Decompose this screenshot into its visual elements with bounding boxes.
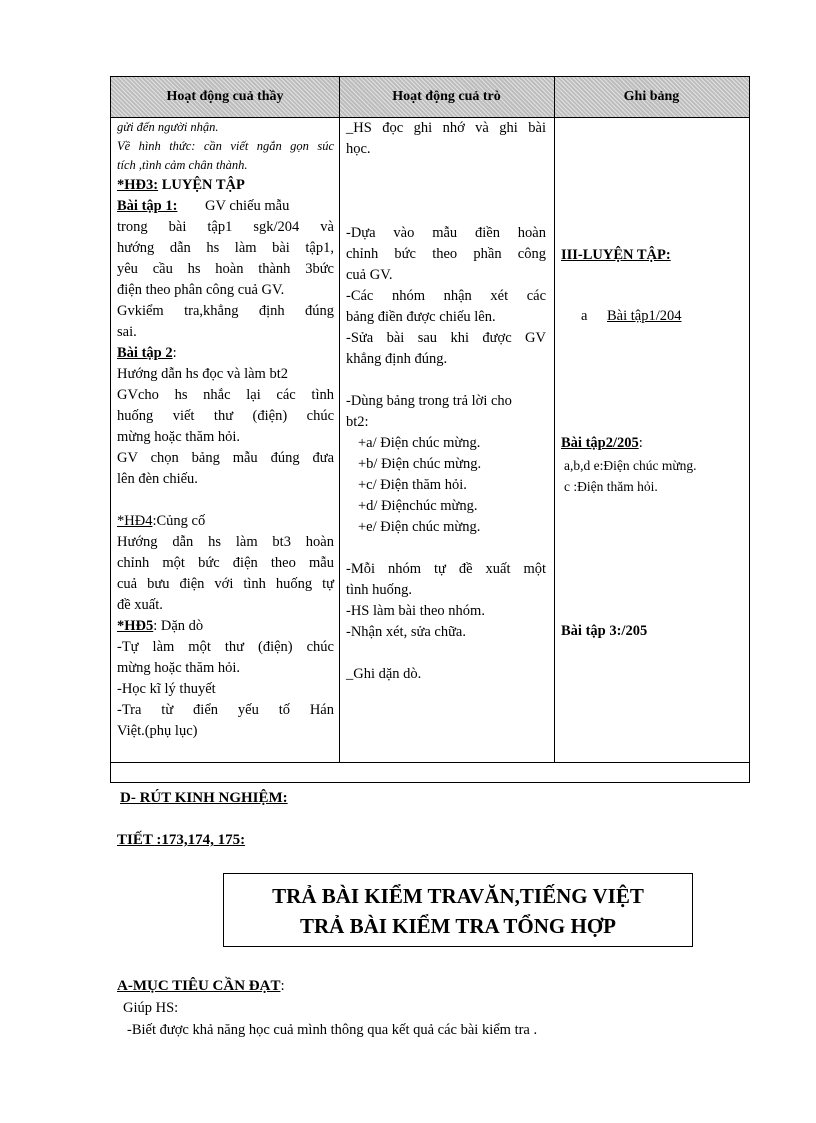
student-line: chỉnh bức theo phần công [346,246,546,262]
row-divider [111,762,749,763]
muc-tieu-line: -Biết được khả năng học cuả mình thông qua kết quả các bài kiểm tra . [127,1022,538,1038]
muc-tieu-line: Giúp HS: [123,1000,179,1016]
student-line: _Ghi dặn dò. [346,666,422,682]
teacher-line: Gvkiểm tra,khẳng định đúng [117,303,334,319]
muc-tieu-heading [117,978,285,995]
teacher-line: mừng hoặc thăm hỏi. [117,429,241,445]
header-teacher: Hoạt động cuả thầy [166,89,284,104]
board-bt3: Bài tập 3:/205 [561,623,648,639]
student-line: +c/ Điện thăm hỏi. [358,477,467,493]
teacher-line: GV chọn bảng mẫu đúng đưa [117,450,334,466]
teacher-line: Hướng dẫn hs làm bt3 hoàn [117,534,334,550]
teacher-line: GVcho hs nhắc lại các tình [117,387,334,403]
hd3-label: *HĐ3: [117,177,159,193]
blank-line [117,490,334,511]
board-bt2: Bài tập2/205 [561,435,639,451]
student-line: -Nhận xét, sửa chữa. [346,624,466,640]
hd4-label: *HĐ4 [117,513,153,529]
board-bt1: Bài tập1/204 [607,308,682,324]
student-line: +b/ Điện chúc mừng. [358,456,482,472]
teacher-line: tích ,tình cảm chân thành. [117,158,248,172]
student-line: khẳng định đúng. [346,351,448,367]
teacher-line: cuả bưu điện với tình huống tự [117,576,334,592]
student-line: -Dùng bảng trong trả lời cho [346,393,512,409]
student-line: +d/ Điệnchúc mừng. [358,498,478,514]
rut-kinh-nghiem-heading: D- RÚT KINH NGHIỆM: [120,790,288,806]
blank-line [346,181,546,202]
board-bt2-colon: : [638,435,643,451]
teacher-line: sai. [117,324,137,340]
student-line: _HS đọc ghi nhớ và ghi bài [346,120,546,136]
student-line: -Các nhóm nhận xét các [346,288,546,304]
teacher-column [117,118,334,742]
teacher-line: huống viết thư (điện) chúc [117,408,334,424]
student-line: tình huống. [346,582,413,598]
teacher-line: mừng hoặc thăm hỏi. [117,660,241,676]
hd3-title: LUYỆN TẬP [158,177,245,193]
column-divider [339,77,340,762]
muc-tieu-colon: : [280,978,285,994]
teacher-line: đề xuất. [117,597,163,613]
student-line: -HS làm bài theo nhóm. [346,603,485,619]
header-board: Ghi bảng [623,89,680,104]
student-line: +e/ Điện chúc mừng. [358,519,481,535]
lesson-title-line-2: TRẢ BÀI KIỂM TRA TỔNG HỢP [299,914,617,938]
column-divider [554,77,555,762]
teacher-line: -Học kĩ lý thuyết [117,681,216,697]
student-line: +a/ Điện chúc mừng. [358,435,481,451]
teacher-line: Hướng dẫn hs đọc và làm bt2 [117,366,288,382]
teacher-line: hướng dẫn hs làm bài tập1, [117,240,334,256]
teacher-line: GV chiếu mẫu [201,198,290,214]
teacher-line: trong bài tập1 sgk/204 và [117,219,334,235]
teacher-line: yêu cầu hs hoàn thành 3bức [117,261,334,277]
hd4-heading [117,511,334,532]
teacher-line: Về hình thức: cần viết ngắn gọn súc [117,139,334,153]
teacher-line: -Tự làm một thư (điện) chúc [117,639,334,655]
teacher-line: gửi đến người nhận. [117,120,219,134]
student-line: -Sửa bài sau khi được GV [346,330,546,346]
board-luyen-tap: III-LUYỆN TẬP: [561,247,671,263]
student-line: bảng điền được chiếu lên. [346,309,496,325]
muc-tieu-label: A-MỤC TIÊU CẦN ĐẠT [117,978,281,994]
student-column [346,118,546,685]
lesson-table [110,76,750,783]
bt2-label: Bài tập 2 [117,345,173,361]
blank-line [346,160,546,181]
board-bt2-answer: c :Điện thăm hỏi. [564,479,658,494]
teacher-line: điện theo phân công cuả GV. [117,282,285,298]
board-a-label: a [581,308,588,324]
header-student: Hoạt động cuả trò [392,89,501,104]
table-header-row [111,77,749,118]
teacher-line: Việt.(phụ lục) [117,723,198,739]
hd4-title: :Củng cố [152,513,206,529]
teacher-line: lên đèn chiếu. [117,471,198,487]
lesson-title-box [223,873,693,947]
bt1-label: Bài tập 1: [117,198,178,214]
bt1-heading [117,196,334,217]
hd3-heading [117,175,334,196]
student-line: cuả GV. [346,267,393,283]
bt2-heading [117,343,334,364]
bt2-colon: : [172,345,177,361]
tiet-heading: TIẾT :173,174, 175: [117,832,246,848]
teacher-line: -Tra từ điển yếu tố Hán [117,702,334,718]
student-line: học. [346,141,371,157]
board-bt2-heading [561,433,643,454]
hd5-heading [117,616,334,637]
teacher-line: chỉnh một bức điện theo mẫu [117,555,334,571]
lesson-title-line-1: TRẢ BÀI KIỂM TRAVĂN,TIẾNG VIỆT [272,884,644,908]
hd5-title: : Dặn dò [153,618,204,634]
hd5-label: *HĐ5 [117,618,154,634]
student-line: bt2: [346,414,369,430]
student-line: -Dựa vào mẫu điền hoàn [346,225,546,241]
blank-line [346,643,546,664]
board-bt2-answer: a,b,d e:Điện chúc mừng. [564,458,697,473]
student-line: -Mỗi nhóm tự đề xuất một [346,561,546,577]
blank-line [346,370,546,391]
blank-line [346,538,546,559]
blank-line [346,202,546,223]
